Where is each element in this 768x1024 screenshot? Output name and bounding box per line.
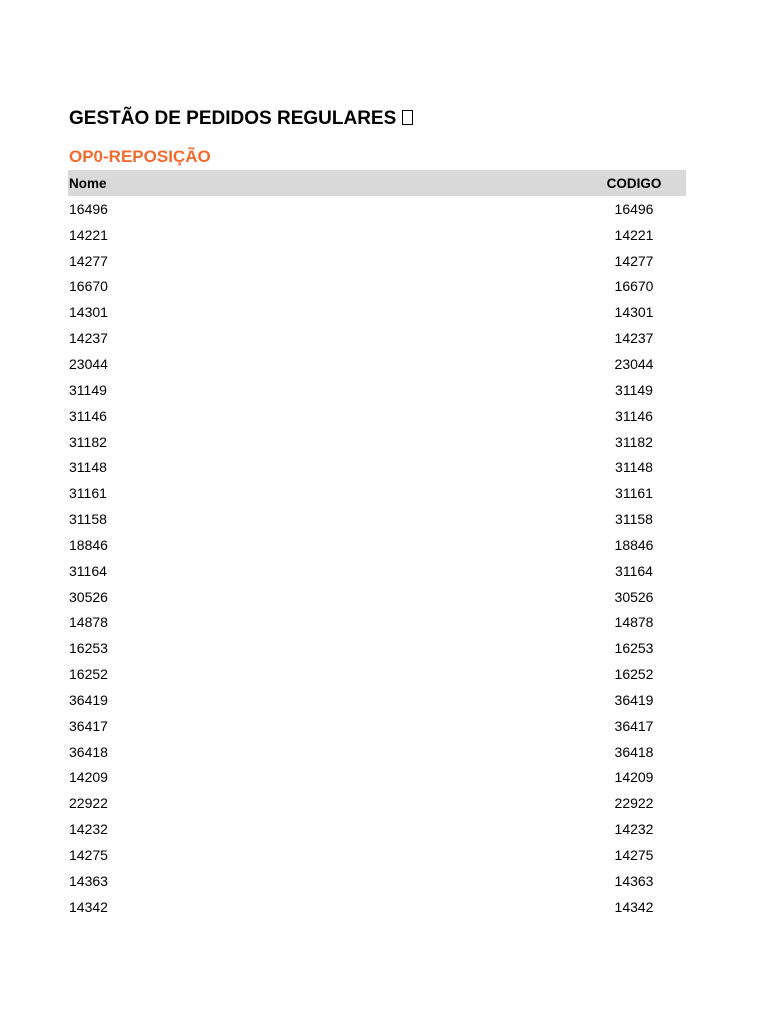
table-row xyxy=(68,765,686,791)
cell-codigo: 23044 xyxy=(614,355,654,372)
cell-codigo: 31164 xyxy=(615,562,653,579)
cell-nome: 14363 xyxy=(69,872,108,889)
table-row xyxy=(68,480,686,506)
cell-codigo: 14275 xyxy=(614,847,654,864)
cell-codigo: 14878 xyxy=(614,614,654,631)
cell-codigo: 22922 xyxy=(614,795,654,812)
table-row xyxy=(68,739,686,765)
section-title: OP0-REPOSIÇÃO xyxy=(69,147,211,166)
table-header-row xyxy=(68,170,686,196)
cell-codigo: 16252 xyxy=(614,666,654,683)
document-title-text: GESTÃO DE PEDIDOS REGULARES xyxy=(69,108,397,129)
orders-table xyxy=(68,170,686,920)
cell-codigo: 31182 xyxy=(615,433,653,450)
table-row xyxy=(68,558,686,584)
cell-nome: 14277 xyxy=(69,252,108,269)
cell-nome: 36419 xyxy=(69,691,108,708)
cell-nome: 23044 xyxy=(69,355,108,372)
table-row xyxy=(68,299,686,325)
cell-nome: 30526 xyxy=(69,588,108,605)
cell-codigo: 14363 xyxy=(614,872,654,889)
cell-codigo: 14221 xyxy=(614,226,654,243)
cell-codigo: 14277 xyxy=(614,252,654,269)
cell-nome: 16496 xyxy=(69,200,108,217)
table-row xyxy=(68,661,686,687)
cell-codigo: 31146 xyxy=(615,407,653,424)
cell-nome: 14237 xyxy=(69,330,108,347)
table-row xyxy=(68,325,686,351)
cell-codigo: 16496 xyxy=(614,200,654,217)
cell-codigo: 31149 xyxy=(615,381,653,398)
table-row xyxy=(68,377,686,403)
cell-codigo: 14301 xyxy=(614,304,654,321)
cell-nome: 36418 xyxy=(69,743,108,760)
cell-nome: 14342 xyxy=(69,898,108,915)
table-row xyxy=(68,868,686,894)
cell-nome: 22922 xyxy=(69,795,108,812)
table-row xyxy=(68,713,686,739)
cell-codigo: 36417 xyxy=(614,717,654,734)
cell-codigo: 30526 xyxy=(614,588,654,605)
table-row xyxy=(68,454,686,480)
cell-codigo: 31158 xyxy=(615,511,653,528)
cell-codigo: 36418 xyxy=(614,743,654,760)
cell-nome: 31148 xyxy=(69,459,107,476)
cell-codigo: 31148 xyxy=(615,459,653,476)
table-body xyxy=(68,196,686,920)
table-row xyxy=(68,196,686,222)
table-row xyxy=(68,274,686,300)
table-row xyxy=(68,635,686,661)
cell-nome: 31161 xyxy=(69,485,107,502)
cell-nome: 31182 xyxy=(69,433,107,450)
cell-nome: 14301 xyxy=(69,304,108,321)
cell-nome: 16253 xyxy=(69,640,108,657)
cell-codigo: 14237 xyxy=(614,330,654,347)
table-row xyxy=(68,403,686,429)
table-row xyxy=(68,584,686,610)
cell-nome: 16252 xyxy=(69,666,108,683)
cell-codigo: 18846 xyxy=(614,536,654,553)
document-title xyxy=(69,107,413,131)
cell-nome: 36417 xyxy=(69,717,108,734)
table-row xyxy=(68,687,686,713)
table-row xyxy=(68,429,686,455)
cell-codigo: 31161 xyxy=(615,485,653,502)
column-header-codigo: CODIGO xyxy=(582,170,686,196)
table-row xyxy=(68,894,686,920)
cell-codigo: 14342 xyxy=(614,898,654,915)
cell-codigo: 16670 xyxy=(614,278,654,295)
table-row xyxy=(68,222,686,248)
cell-nome: 16670 xyxy=(69,278,108,295)
table-row xyxy=(68,610,686,636)
table-row xyxy=(68,816,686,842)
cell-nome: 14878 xyxy=(69,614,108,631)
cell-nome: 14209 xyxy=(69,769,108,786)
cell-codigo: 14209 xyxy=(614,769,654,786)
cell-nome: 31158 xyxy=(69,511,107,528)
cell-nome: 14275 xyxy=(69,847,108,864)
cell-nome: 18846 xyxy=(69,536,108,553)
table-row xyxy=(68,532,686,558)
cell-nome: 14221 xyxy=(69,226,108,243)
column-header-nome: Nome xyxy=(68,170,582,196)
cell-nome: 31164 xyxy=(69,562,107,579)
table-row xyxy=(68,506,686,532)
table-row xyxy=(68,842,686,868)
missing-glyph-box-icon xyxy=(402,110,413,125)
cell-codigo: 36419 xyxy=(614,691,654,708)
cell-codigo: 16253 xyxy=(614,640,654,657)
cell-nome: 31146 xyxy=(69,407,107,424)
cell-nome: 14232 xyxy=(69,821,108,838)
table-row xyxy=(68,351,686,377)
table-row xyxy=(68,248,686,274)
cell-codigo: 14232 xyxy=(614,821,654,838)
table-row xyxy=(68,790,686,816)
cell-nome: 31149 xyxy=(69,381,107,398)
